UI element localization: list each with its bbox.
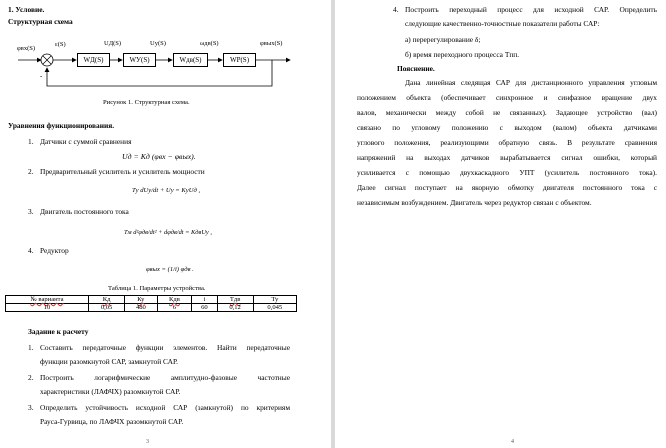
table-cell: 0,05	[89, 304, 125, 312]
table-header: Ку	[125, 296, 157, 304]
paragraph-line: Дана линейная следящая САР для дистанционного управления угловым	[405, 78, 657, 87]
item-num: 2.	[28, 167, 34, 176]
formula: φвых = (1/i) φдв .	[146, 266, 194, 273]
figure-caption: Рисунок 1. Структурная схема.	[103, 99, 190, 106]
task-line: Построить логарифмические амплитудно-фазовые частотные	[40, 373, 290, 382]
block-wd: WД(S)	[77, 53, 110, 67]
sub-item-b: б) время переходного процесса Tпп.	[405, 50, 520, 59]
table-row	[6, 304, 297, 312]
page-3	[0, 0, 331, 448]
table-header-row	[6, 296, 297, 304]
parameters-table	[5, 295, 297, 312]
item-text: Предварительный усилитель и усилитель мощности	[40, 167, 205, 176]
table-header: Кдв	[157, 296, 192, 304]
diagram-heading: Структурная схема	[8, 17, 73, 26]
task-line: Составить передаточные функции элементов. Найти передаточные	[40, 343, 290, 352]
task-line: характеристики (ЛАФЧХ) разомкнутой САР.	[40, 387, 181, 396]
item-text: Редуктор	[40, 246, 69, 255]
table-header: i	[192, 296, 217, 304]
formula: Tу dUу/dt + Uу = KуUд ,	[132, 187, 201, 194]
table-cell: 480	[125, 304, 157, 312]
task-line: функции разомкнутой САР, замкнутой САР.	[40, 357, 178, 366]
item-num: 1.	[28, 137, 34, 146]
table-cell: 0,045	[253, 304, 296, 312]
paragraph-line: усиливается с помощью двухкаскадного УПТ (усилитель постоянного тока).	[357, 168, 657, 177]
explanation-heading: Пояснение.	[397, 64, 435, 73]
task-line: Построить переходный процесс для исходной САР. Определить	[405, 5, 657, 14]
block-wp: WР(S)	[223, 53, 256, 67]
task-num: 2.	[28, 373, 34, 382]
signal-ud: UД(S)	[104, 40, 122, 47]
minus-sign: -	[40, 72, 43, 80]
formula: Uд = Kд (φвх − φвых).	[122, 152, 196, 161]
task-line: Рауса-Гурвица, по ЛАФЧХ разомкнутой САР.	[40, 417, 184, 426]
table-header: Кд	[89, 296, 125, 304]
block-wy: WУ(S)	[123, 53, 156, 67]
page-4	[335, 0, 666, 448]
table-cell: 60	[192, 304, 217, 312]
paragraph-line: Далее сигнал поступает на якорную обмотку двигателя постоянного тока с	[357, 183, 657, 192]
sub-item-a: а) перерегулирование δ;	[405, 35, 481, 44]
equations-heading: Уравнения функционирования.	[8, 121, 115, 130]
signal-input: φвх(S)	[17, 45, 36, 52]
table-header: № варианта	[6, 296, 89, 304]
formula: Tм d²φдв/dt² + dφдв/dt = KдвUу ,	[124, 229, 212, 236]
table-header: Ту	[253, 296, 296, 304]
block-wdv: Wдв(S)	[173, 53, 208, 67]
paragraph-line: независимым возбуждением. Двигатель через редуктор связан с объектом.	[357, 198, 592, 207]
item-text: Двигатель постоянного тока	[40, 207, 129, 216]
page-number: 3	[146, 439, 149, 445]
paragraph-line: валов, механически между собой не связанных). Задающее устройство (вал)	[357, 108, 657, 117]
paragraph-line: положением объекта (обеспечивает синхронное и синфазное вращение двух	[357, 93, 657, 102]
task-heading: Задание к расчету	[28, 327, 89, 336]
page-number: 4	[511, 439, 514, 445]
signal-output: φвых(S)	[260, 40, 283, 47]
task-num: 4.	[393, 5, 399, 14]
paragraph-line: напряжений на выходах датчиков вырабатывается сигнал ошибки, который	[357, 153, 657, 162]
section-heading: 1. Условие.	[8, 5, 45, 14]
item-num: 4.	[28, 246, 34, 255]
table-caption: Таблица 1. Параметры устройства.	[108, 285, 206, 292]
table-cell: 0,12	[217, 304, 253, 312]
task-line: следующие качественно-точностные показатели работы САР:	[405, 19, 600, 28]
table-cell: 6	[157, 304, 192, 312]
signal-wdv: ωдв(S)	[200, 40, 219, 47]
item-num: 3.	[28, 207, 34, 216]
signal-error: ε(S)	[55, 41, 66, 48]
task-num: 3.	[28, 403, 34, 412]
table-cell: 10	[6, 304, 89, 312]
paragraph-line: связано по угловому положению с выходом (валом) объекта датчиками	[357, 123, 657, 132]
table-header: Тдв	[217, 296, 253, 304]
task-num: 1.	[28, 343, 34, 352]
item-text: Датчики с суммой сравнения	[40, 137, 132, 146]
signal-uy: Uу(S)	[150, 40, 166, 47]
task-line: Определить устойчивость исходной САР (замкнутой) по критериям	[40, 403, 290, 412]
paragraph-line: углового положения, реализующими обратную связь. В результате сравнения	[357, 138, 657, 147]
